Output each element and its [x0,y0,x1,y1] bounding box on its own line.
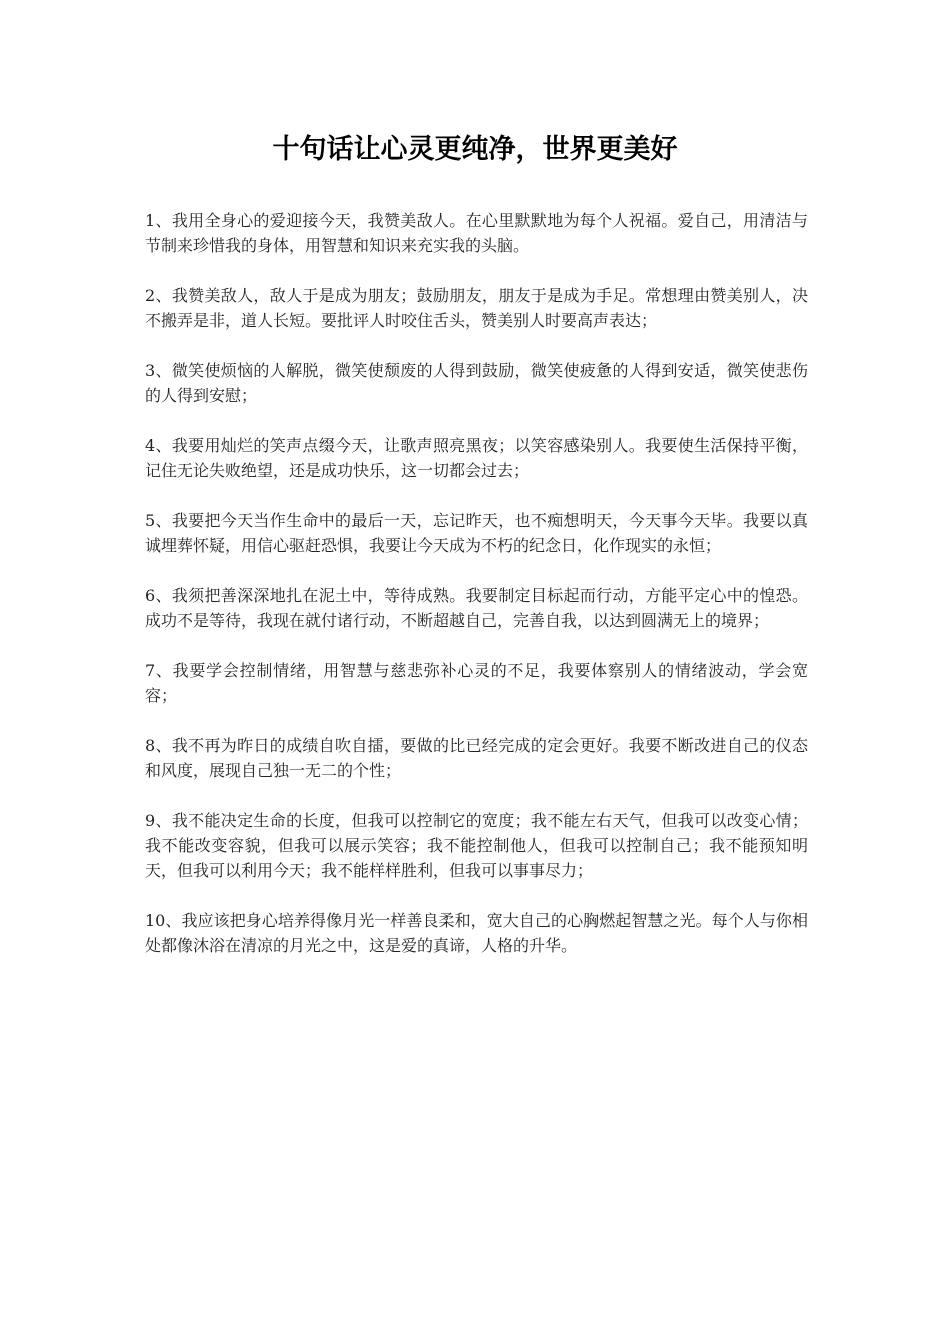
paragraph-5: 5、我要把今天当作生命中的最后一天，忘记昨天，也不痴想明天，今天事今天毕。我要以真诚埋葬怀疑，用信心驱赶恐惧，我要让今天成为不朽的纪念日，化作现实的永恒； [145,511,808,555]
paragraph-7: 7、我要学会控制情绪，用智慧与慈悲弥补心灵的不足，我要体察别人的情绪波动，学会宽容； [145,661,808,705]
paragraph-10: 10、我应该把身心培养得像月光一样善良柔和，宽大自己的心胸燃起智慧之光。每个人与你相处都像沐浴在清凉的月光之中，这是爱的真谛，人格的升华。 [145,911,808,955]
paragraph-3: 3、微笑使烦恼的人解脱，微笑使颓废的人得到鼓励，微笑使疲惫的人得到安适，微笑使悲伤的人得到安慰； [145,361,808,405]
paragraph-8: 8、我不再为昨日的成绩自吹自擂，要做的比已经完成的定会更好。我要不断改进自己的仪态和风度，展现自己独一无二的个性； [145,736,808,780]
document-body [145,208,808,983]
paragraph-1: 1、我用全身心的爱迎接今天，我赞美敌人。在心里默默地为每个人祝福。爱自己，用清洁与节制来珍惜我的身体，用智慧和知识来充实我的头脑。 [145,211,808,255]
paragraph-6: 6、我须把善深深地扎在泥土中，等待成熟。我要制定目标起而行动，方能平定心中的惶恐。成功不是等待，我现在就付诸行动，不断超越自己，完善自我，以达到圆满无上的境界； [145,586,808,630]
paragraph-9: 9、我不能决定生命的长度，但我可以控制它的宽度；我不能左右天气，但我可以改变心情；我不能改变容貌，但我可以展示笑容；我不能控制他人，但我可以控制自己；我不能预知明天，但我可以利用今天；我不能样样胜利，但我可以事事尽力； [145,811,808,880]
paragraph-4: 4、我要用灿烂的笑声点缀今天，让歌声照亮黑夜；以笑容感染别人。我要使生活保持平衡，记住无论失败绝望，还是成功快乐，这一切都会过去； [145,436,808,480]
document-title: 十句话让心灵更纯净，世界更美好 [272,134,678,165]
paragraph-2: 2、我赞美敌人，敌人于是成为朋友；鼓励朋友，朋友于是成为手足。常想理由赞美别人，决不搬弄是非，道人长短。要批评人时咬住舌头，赞美别人时要高声表达； [145,286,808,330]
